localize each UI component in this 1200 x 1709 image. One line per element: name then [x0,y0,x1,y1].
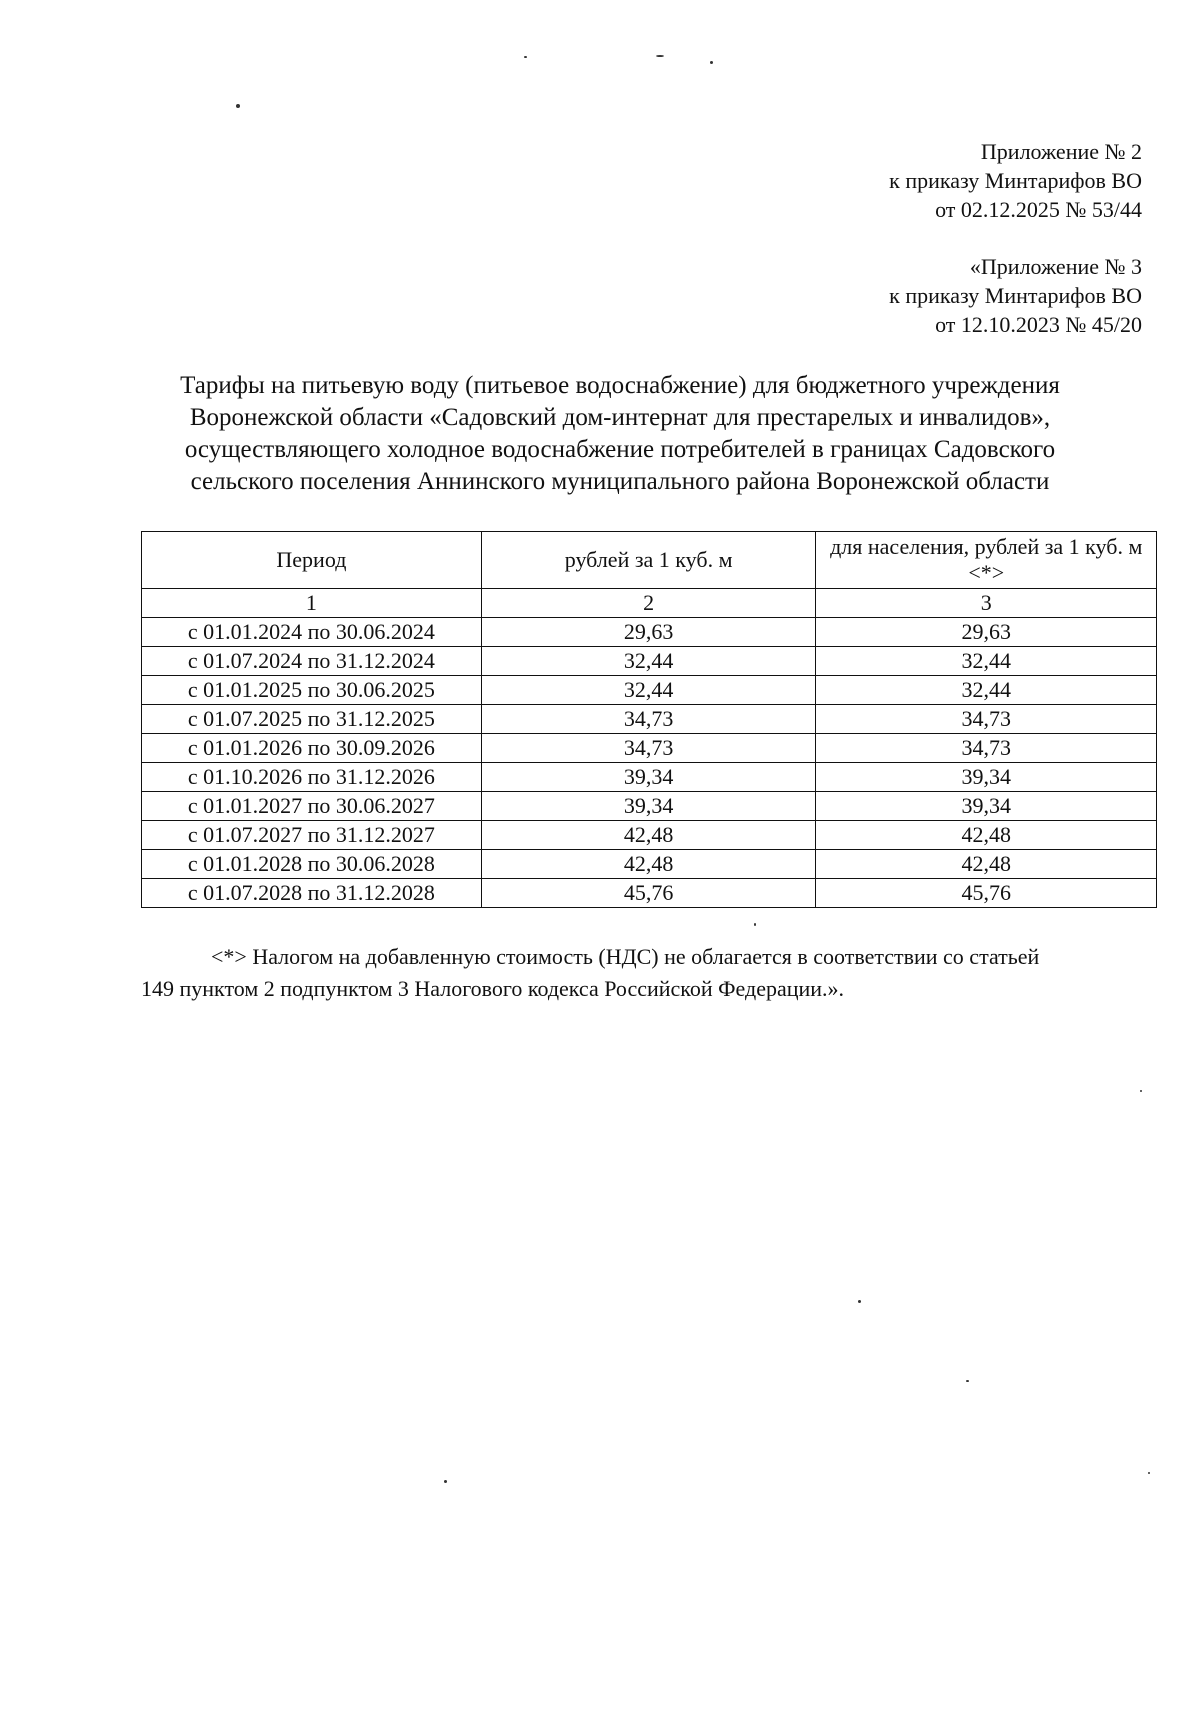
cell-period: с 01.10.2026 по 31.12.2026 [142,763,482,792]
table-row [142,734,1157,763]
title-line: сельского поселения Аннинского муниципального района Воронежской области [190,468,1050,495]
cell-tariff: 32,44 [481,676,816,705]
title-line: осуществляющего холодное водоснабжение потребителей в границах Садовского [184,436,1056,463]
cell-tariff-population: 42,48 [816,850,1157,879]
appendix-reference-current [889,137,1142,224]
table-row [142,792,1157,821]
column-number: 2 [481,589,816,618]
cell-period: с 01.01.2027 по 30.06.2027 [142,792,482,821]
scan-speck [754,923,756,926]
cell-tariff-population: 39,34 [816,792,1157,821]
cell-period: с 01.07.2028 по 31.12.2028 [142,879,482,908]
appendix-order-ref: к приказу Минтарифов ВО [889,283,1142,308]
cell-tariff: 42,48 [481,850,816,879]
appendix-order-date: от 02.12.2025 № 53/44 [935,197,1142,222]
cell-tariff-population: 42,48 [816,821,1157,850]
table-row [142,879,1157,908]
scan-speck [966,1380,969,1382]
cell-tariff: 29,63 [481,618,816,647]
scan-speck [524,56,527,58]
cell-period: с 01.07.2024 по 31.12.2024 [142,647,482,676]
tariff-table-body [142,618,1157,908]
scan-speck [444,1480,447,1483]
column-number: 1 [142,589,482,618]
cell-tariff-population: 39,34 [816,763,1157,792]
scan-speck [236,104,240,108]
table-column-numbers-row [142,589,1157,618]
title-line: Тарифы на питьевую воду (питьевое водоснабжение) для бюджетного учреждения [180,372,1060,399]
header-period: Период [142,532,482,589]
tariff-table [141,531,1157,908]
cell-tariff: 32,44 [481,647,816,676]
cell-period: с 01.01.2025 по 30.06.2025 [142,676,482,705]
appendix-order-date: от 12.10.2023 № 45/20 [935,312,1142,337]
cell-period: с 01.01.2028 по 30.06.2028 [142,850,482,879]
appendix-order-ref: к приказу Минтарифов ВО [889,168,1142,193]
appendix-number: Приложение № 2 [980,139,1142,164]
cell-period: с 01.01.2026 по 30.09.2026 [142,734,482,763]
cell-tariff: 39,34 [481,763,816,792]
cell-tariff: 45,76 [481,879,816,908]
scan-speck [1148,1472,1150,1474]
table-row [142,647,1157,676]
cell-period: с 01.07.2027 по 31.12.2027 [142,821,482,850]
header-population-rub-per-m3: для населения, рублей за 1 куб. м <*> [816,532,1157,589]
table-row [142,821,1157,850]
cell-tariff-population: 34,73 [816,705,1157,734]
title-line: Воронежской области «Садовский дом-интернат для престарелых и инвалидов», [189,404,1051,431]
footnote-line: <*> Налогом на добавленную стоимость (НДС) не облагается в соответствии со статьей [211,944,1040,969]
cell-tariff: 34,73 [481,734,816,763]
table-row [142,763,1157,792]
cell-tariff-population: 45,76 [816,879,1157,908]
cell-period: с 01.07.2025 по 31.12.2025 [142,705,482,734]
table-row [142,705,1157,734]
footnote-line: 149 пунктом 2 подпунктом 3 Налогового кодекса Российской Федерации.». [141,976,845,1001]
appendix-reference-original [889,252,1142,339]
table-header-row [142,532,1157,589]
cell-tariff-population: 32,44 [816,676,1157,705]
cell-tariff: 34,73 [481,705,816,734]
footnote [141,941,1157,1005]
cell-period: с 01.01.2024 по 30.06.2024 [142,618,482,647]
appendix-number: «Приложение № 3 [969,254,1142,279]
scan-speck [858,1300,861,1303]
cell-tariff-population: 29,63 [816,618,1157,647]
header-rub-per-m3: рублей за 1 куб. м [481,532,816,589]
table-row [142,850,1157,879]
cell-tariff: 42,48 [481,821,816,850]
scan-speck [1140,1090,1142,1092]
document-title [100,370,1140,498]
table-row [142,676,1157,705]
scan-speck [656,55,664,57]
cell-tariff-population: 34,73 [816,734,1157,763]
scan-speck [710,61,713,64]
column-number: 3 [816,589,1157,618]
cell-tariff: 39,34 [481,792,816,821]
cell-tariff-population: 32,44 [816,647,1157,676]
table-row [142,618,1157,647]
